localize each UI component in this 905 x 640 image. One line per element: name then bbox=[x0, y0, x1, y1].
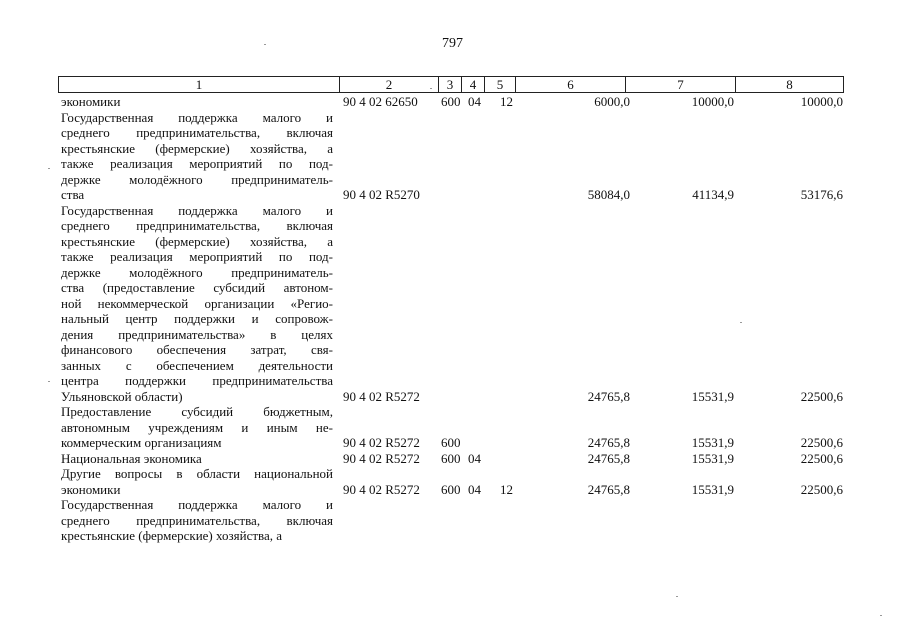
page-number: 797 bbox=[442, 36, 463, 51]
row-value-col8: 22500,6 bbox=[800, 481, 843, 497]
scan-speck bbox=[264, 44, 266, 45]
description-line: финансового обеспечения затрат, свя- bbox=[61, 342, 333, 357]
row-description bbox=[61, 110, 333, 203]
description-line: держке молодёжного предприниматель- bbox=[61, 171, 333, 187]
row-expense-type: 600 bbox=[441, 94, 461, 109]
row-target-code: 90 4 02 R5272 bbox=[343, 435, 420, 450]
scan-speck bbox=[740, 322, 742, 323]
row-value-col7: 15531,9 bbox=[691, 435, 734, 450]
header-col-8: 8 bbox=[786, 77, 793, 92]
row-value-col7: 41134,9 bbox=[692, 187, 734, 202]
description-line: Государственная поддержка малого и bbox=[61, 202, 333, 218]
description-line: коммерческим организациям bbox=[61, 435, 222, 450]
description-line: экономики bbox=[61, 94, 121, 109]
description-line: Государственная поддержка малого и bbox=[61, 497, 333, 512]
description-line: крестьянские (фермерские) хозяйства, а bbox=[61, 233, 333, 249]
table-header bbox=[58, 76, 844, 93]
row-section: 04 bbox=[468, 94, 481, 109]
row-value-col6: 24765,8 bbox=[587, 450, 630, 466]
scan-speck bbox=[676, 596, 678, 597]
header-col-3: 3 bbox=[439, 77, 462, 92]
scan-speck bbox=[48, 168, 50, 169]
description-line: центра поддержки предпринимательства bbox=[61, 373, 333, 388]
header-col-5: 5 bbox=[485, 77, 516, 92]
row-value-col7: 15531,9 bbox=[691, 481, 734, 497]
row-description bbox=[61, 466, 333, 497]
row-expense-type: 600 bbox=[441, 435, 461, 450]
row-value-col7: 15531,9 bbox=[691, 388, 734, 404]
row-value-col8: 10000,0 bbox=[800, 94, 843, 109]
description-line: среднего предпринимательства, включая bbox=[61, 512, 333, 528]
description-line: крестьянские (фермерские) хозяйства, а bbox=[61, 528, 283, 543]
row-target-code: 90 4 02 R5272 bbox=[343, 450, 420, 466]
row-target-code: 90 4 02 62650 bbox=[343, 94, 418, 109]
row-value-col7: 10000,0 bbox=[691, 94, 734, 109]
scan-speck bbox=[880, 615, 882, 616]
table-row bbox=[0, 466, 905, 497]
description-line: также реализация мероприятий по под- bbox=[61, 156, 333, 171]
row-value-col8: 53176,6 bbox=[800, 187, 843, 202]
row-subsection: 12 bbox=[500, 481, 513, 497]
table-row bbox=[0, 404, 905, 451]
row-section: 04 bbox=[468, 481, 481, 497]
row-subsection: 12 bbox=[500, 94, 513, 109]
row-value-col8: 22500,6 bbox=[800, 450, 843, 466]
description-line: также реализация мероприятий по под- bbox=[61, 249, 333, 264]
table-row bbox=[0, 94, 905, 110]
description-line: крестьянские (фермерские) хозяйства, а bbox=[61, 140, 333, 156]
row-value-col8: 22500,6 bbox=[800, 388, 843, 404]
row-target-code: 90 4 02 R5272 bbox=[343, 481, 420, 497]
row-value-col6: 24765,8 bbox=[587, 481, 630, 497]
scan-speck bbox=[430, 88, 432, 89]
description-line: Предоставление субсидий бюджетным, bbox=[61, 404, 333, 419]
row-description bbox=[61, 203, 333, 405]
description-line: Ульяновской области) bbox=[61, 388, 183, 404]
row-description bbox=[61, 94, 333, 110]
row-value-col6: 58084,0 bbox=[587, 187, 630, 202]
row-value-col6: 24765,8 bbox=[587, 388, 630, 404]
description-line: среднего предпринимательства, включая bbox=[61, 218, 333, 233]
row-section: 04 bbox=[468, 450, 481, 466]
description-line: экономики bbox=[61, 481, 121, 497]
description-line: занных с обеспечением деятельности bbox=[61, 357, 333, 373]
description-line: автономным учреждениям и иным не- bbox=[61, 419, 333, 435]
scan-speck bbox=[48, 381, 50, 382]
header-col-2: 2 bbox=[340, 77, 439, 92]
description-line: держке молодёжного предприниматель- bbox=[61, 264, 333, 280]
row-target-code: 90 4 02 R5270 bbox=[343, 187, 420, 202]
row-expense-type: 600 bbox=[441, 481, 461, 497]
table-row bbox=[0, 110, 905, 203]
description-line: Другие вопросы в области национальной bbox=[61, 466, 333, 481]
description-line: нальный центр поддержки и сопровож- bbox=[61, 311, 333, 326]
row-description bbox=[61, 497, 333, 544]
header-col-7: 7 bbox=[626, 77, 736, 92]
row-value-col7: 15531,9 bbox=[691, 450, 734, 466]
description-line: ства (предоставление субсидий автоном- bbox=[61, 280, 333, 295]
description-line: Национальная экономика bbox=[61, 450, 202, 466]
description-line: Государственная поддержка малого и bbox=[61, 109, 333, 125]
table-row bbox=[0, 451, 905, 467]
header-col-6: 6 bbox=[516, 77, 626, 92]
description-line: ной некоммерческой организации «Регио- bbox=[61, 295, 333, 311]
row-expense-type: 600 bbox=[441, 450, 461, 466]
row-value-col6: 6000,0 bbox=[594, 94, 630, 109]
description-line: среднего предпринимательства, включая bbox=[61, 125, 333, 140]
row-description bbox=[61, 451, 333, 467]
description-line: ства bbox=[61, 187, 85, 202]
header-col-1: 1 bbox=[59, 77, 340, 92]
table-row bbox=[0, 497, 905, 544]
description-line: дения предпринимательства» в целях bbox=[61, 326, 333, 342]
table-row bbox=[0, 203, 905, 405]
header-col-4: 4 bbox=[462, 77, 485, 92]
row-value-col8: 22500,6 bbox=[800, 435, 843, 450]
row-description bbox=[61, 404, 333, 451]
row-value-col6: 24765,8 bbox=[587, 435, 630, 450]
row-target-code: 90 4 02 R5272 bbox=[343, 388, 420, 404]
